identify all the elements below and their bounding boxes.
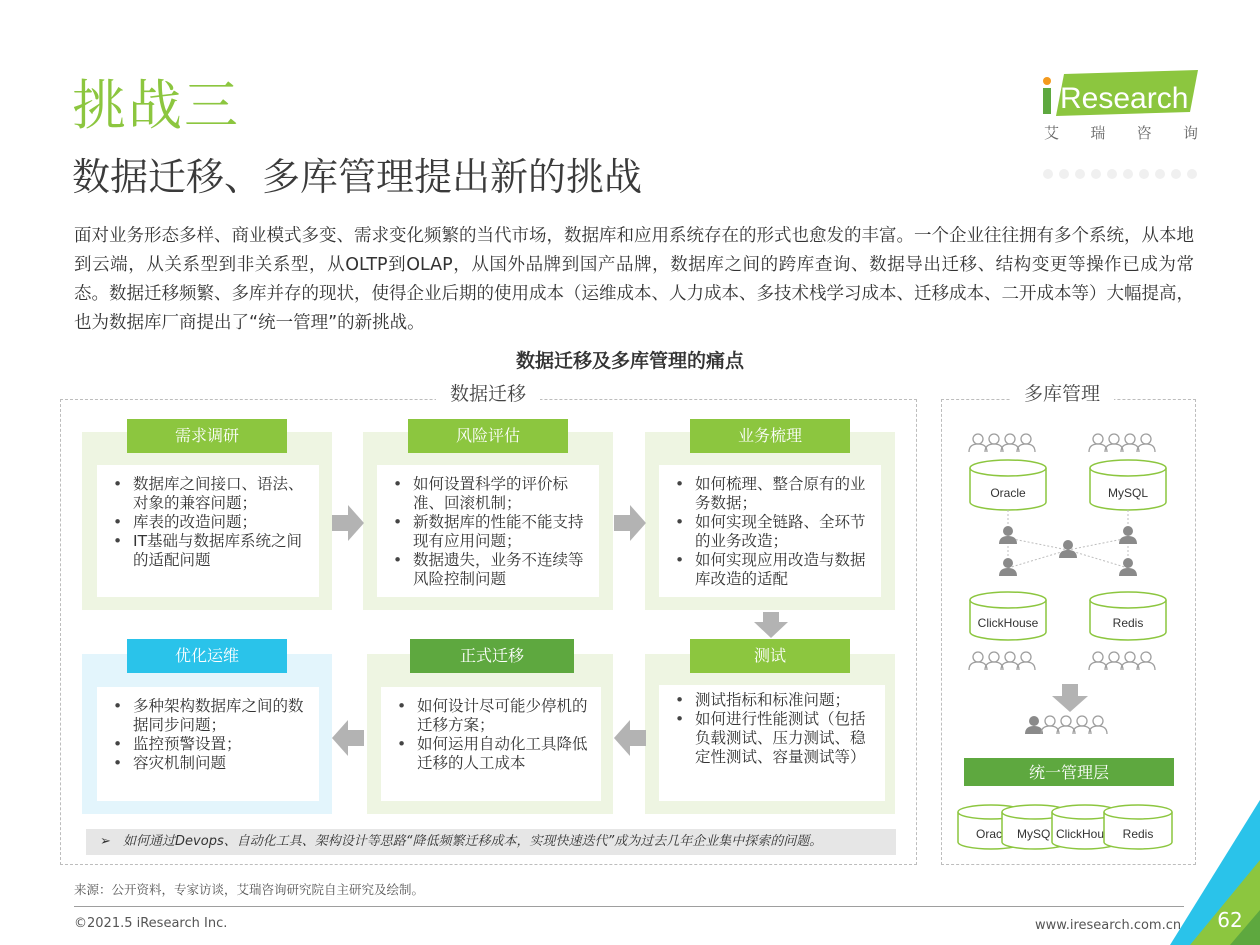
list-item: • 多种架构数据库之间的数据同步问题； xyxy=(109,697,313,735)
list-item: • 如何实现应用改造与数据库改造的适配 xyxy=(671,551,875,589)
db-label-redis: Redis xyxy=(1112,616,1144,630)
list-item: • 如何实现全链路、全环节的业务改造； xyxy=(671,513,875,551)
note-marker-icon: ➢ xyxy=(100,834,111,849)
source-note: 来源：公开资料，专家访谈，艾瑞咨询研究院自主研究及绘制。 xyxy=(74,882,425,897)
user-network-icon xyxy=(999,526,1137,576)
list-item: • 如何运用自动化工具降低迁移的人工成本 xyxy=(393,735,595,773)
page-number: 62 xyxy=(1217,908,1243,932)
logo-char: 咨 xyxy=(1136,124,1152,142)
database-clickhouse-icon xyxy=(970,592,1046,640)
db-label-oracle: Oracle xyxy=(990,486,1026,500)
page-title: 挑战三 xyxy=(72,74,240,137)
card-risk-assessment-body xyxy=(377,465,599,597)
list-item: • 新数据库的性能不能支持现有应用问题； xyxy=(389,513,593,551)
unified-layer-label: 统一管理层 xyxy=(1028,763,1110,782)
card-testing-body xyxy=(659,685,885,801)
arrow-right-icon xyxy=(332,505,364,541)
db-label-stack: Redis xyxy=(1122,827,1154,841)
card-optimize-ops-body xyxy=(97,687,319,801)
logo-tagline xyxy=(1044,122,1198,143)
multidb-group-label: 多库管理 xyxy=(1010,383,1114,405)
card-business-review-head: 业务梳理 xyxy=(690,419,850,453)
card-demand-research-head: 需求调研 xyxy=(127,419,287,453)
arrow-left-icon xyxy=(614,720,646,756)
database-redis-icon xyxy=(1090,592,1166,640)
list-item: • 数据遗失，业务不连续等风险控制问题 xyxy=(389,551,593,589)
arrow-left-icon xyxy=(332,720,364,756)
list-item: • 测试指标和标准问题； xyxy=(671,691,879,710)
list-item: • 如何设计尽可能少停机的迁移方案； xyxy=(393,697,595,735)
card-optimize-ops-head: 优化运维 xyxy=(127,639,287,673)
card-testing-head: 测试 xyxy=(690,639,850,673)
copyright: ©2021.5 iResearch Inc. xyxy=(74,916,228,931)
logo-char: 艾 xyxy=(1044,124,1060,142)
user-group-icon xyxy=(1089,434,1155,452)
logo-char: 瑞 xyxy=(1090,124,1106,142)
card-formal-migration-body xyxy=(381,687,601,801)
arrow-down-icon xyxy=(1052,684,1088,712)
migration-group-label: 数据迁移 xyxy=(436,383,540,405)
database-stack-icon xyxy=(958,805,1172,849)
list-item: • IT基础与数据库系统之间的适配问题 xyxy=(109,532,313,570)
logo-char: 询 xyxy=(1182,124,1198,142)
multidb-diagram xyxy=(942,420,1195,860)
list-item: • 如何进行性能测试（包括负载测试、压力测试、稳定性测试、容量测试等） xyxy=(671,710,879,767)
unified-user-group-icon xyxy=(1025,716,1107,734)
intro-paragraph: 面对业务形态多样、商业模式多变、需求变化频繁的当代市场，数据库和应用系统存在的形式也愈发的丰富。一个企业往往拥有多个系统，从本地到云端，从关系型到非关系型，从OLTP到OLAP，从国外品牌到国产品牌，数据库之间的跨库查询、数据导出迁移、结构变更等操作已成为常态。数据迁移频繁、多库并存的现状，使得企业后期的使用成本（运维成本、人力成本、多技术栈学习成本、迁移成本、二开成本等）大幅提高，也为数据库厂商提出了“统一管理”的新挑战。 xyxy=(74,226,1194,333)
list-item: • 监控预警设置； xyxy=(109,735,313,754)
db-label-clickhouse: ClickHouse xyxy=(977,616,1039,630)
logo-text: Research xyxy=(1060,82,1189,115)
database-mysql-icon xyxy=(1090,460,1166,510)
website-link[interactable]: www.iresearch.com.cn xyxy=(1035,918,1182,933)
card-demand-research-body xyxy=(97,465,319,597)
list-item: • 如何设置科学的评价标准、回滚机制； xyxy=(389,475,593,513)
user-group-icon xyxy=(969,652,1035,670)
database-oracle-icon xyxy=(970,460,1046,510)
diagram-title: 数据迁移及多库管理的痛点 xyxy=(515,350,744,372)
user-group-icon xyxy=(969,434,1035,452)
note-bar xyxy=(86,829,896,855)
arrow-right-icon xyxy=(614,505,646,541)
user-group-icon xyxy=(1089,652,1155,670)
note-text: 如何通过Devops、自动化工具、架构设计等思路“降低频繁迁移成本，实现快速迭代”成为过去几年企业集中探索的问题。 xyxy=(123,834,823,849)
footer-divider xyxy=(74,906,1184,907)
page-subtitle: 数据迁移、多库管理提出新的挑战 xyxy=(72,155,643,199)
list-item: • 容灾机制问题 xyxy=(109,754,313,773)
list-item: • 数据库之间接口、语法、对象的兼容问题； xyxy=(109,475,313,513)
list-item: • 如何梳理、整合原有的业务数据； xyxy=(671,475,875,513)
db-label-mysql: MySQL xyxy=(1107,486,1149,500)
db-label-stack: Orac xyxy=(976,827,1003,841)
db-label-stack: ClickHou xyxy=(1056,827,1105,841)
logo-dot-pattern xyxy=(1040,165,1198,183)
card-business-review-body xyxy=(659,465,881,597)
list-item: • 库表的改造问题； xyxy=(109,513,313,532)
card-formal-migration-head: 正式迁移 xyxy=(410,639,574,673)
db-label-stack: MySQ xyxy=(1017,827,1051,841)
arrow-down-icon xyxy=(754,612,788,638)
card-risk-assessment-head: 风险评估 xyxy=(408,419,568,453)
